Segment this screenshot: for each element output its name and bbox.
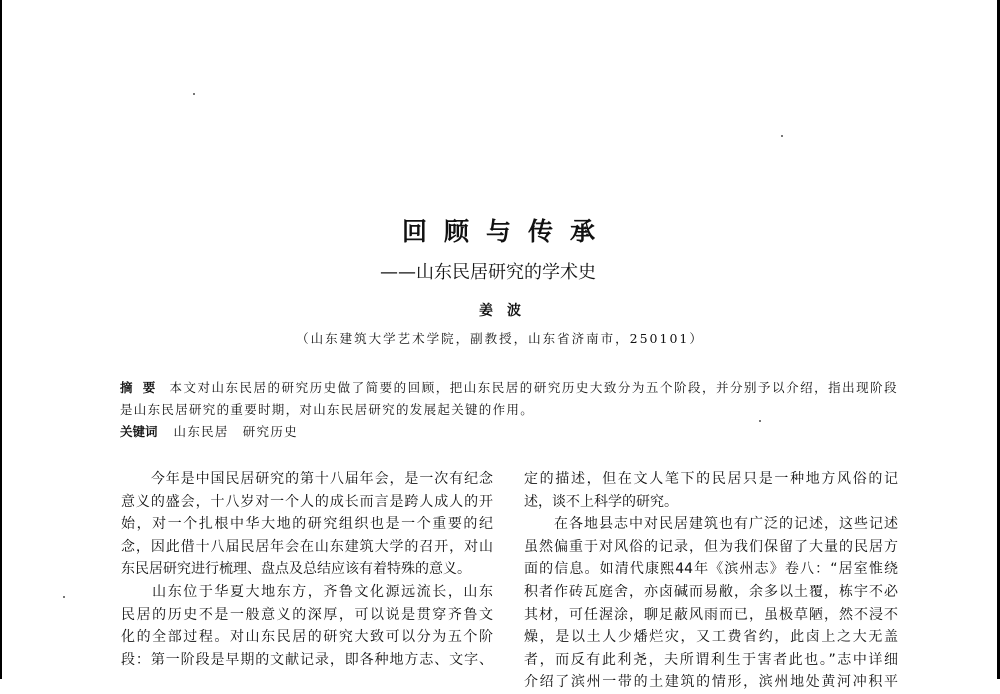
scan-speck [63, 596, 65, 598]
author-name: 姜波 [479, 303, 535, 319]
abstract-text: 本文对山东民居的研究历史做了简要的回顾，把山东民居的研究历史大致分为五个阶段，并分别予以介绍，指出现阶段是山东民居研究的重要时期，对山东民居研究的发展起关键的作用。 [120, 380, 898, 417]
keyword: 山东民居 [173, 424, 229, 439]
body-line: 虽然偏重于对风俗的记录，但为我们保留了大量的民居方 [524, 538, 898, 555]
article-title: 回顾与传承 [401, 217, 612, 246]
body-line: 意义的盛会，十八岁对一个人的成长而言是跨人成人的开 [121, 493, 493, 510]
body-line: 面的信息。如清代康熙44年《滨州志》卷八：“居室惟绕 [524, 561, 898, 578]
keyword: 研究历史 [242, 424, 298, 439]
body-line: 在各地县志中对民居建筑也有广泛的记述，这些记述 [524, 516, 898, 533]
body-line: 段：第一阶段是早期的文献记录，即各种地方志、文字、 [121, 651, 493, 668]
body-line: 念，因此借十八届民居年会在山东建筑大学的召开，对山 [121, 538, 493, 555]
body-line: 东民居研究进行梳理、盘点及总结应该有着特殊的意义。 [121, 561, 471, 578]
body-line: 述，谈不上科学的研究。 [524, 493, 678, 510]
scan-speck [193, 93, 195, 95]
body-line: 今年是中国民居研究的第十八届年会，是一次有纪念 [121, 471, 493, 487]
body-right-column [524, 468, 898, 694]
body-line: 者，而反有此利尧，夫所谓利生于害者此也。”志中详细 [524, 651, 898, 668]
author-affiliation: （山东建筑大学艺术学院，副教授，山东省济南市，250101） [296, 331, 704, 346]
keywords [120, 421, 312, 443]
abstract-label: 摘要 [120, 380, 166, 395]
body-line: 民居的历史不是一般意义的深厚，可以说是贯穿齐鲁文 [121, 606, 493, 623]
body-line: 山东位于华夏大地东方，齐鲁文化源远流长，山东 [121, 583, 493, 600]
body-line: 燥，是以土人少燔烂灾，又工费省约，此卤上之大无盖 [524, 629, 898, 646]
body-line: 介绍了滨州一带的土建筑的情形，滨州地处黄河冲积平 [524, 674, 898, 691]
abstract [120, 377, 898, 421]
body-line: 定的描述，但在文人笔下的民居只是一种地方风俗的记 [524, 471, 898, 487]
body-line: 化的全部过程。对山东民居的研究大致可以分为五个阶 [121, 629, 493, 646]
body-left-column [121, 468, 493, 671]
keywords-label: 关键词 [120, 424, 158, 439]
body-line: 始，对一个扎根中华大地的研究组织也是一个重要的纪 [121, 516, 493, 533]
body-line: 积者作砖瓦庭舍，亦卤碱而易敝，余多以土覆，栋宇不必 [524, 583, 898, 600]
article-subtitle: ——山东民居研究的学术史 [380, 262, 596, 283]
body-line: 其材，可任渥涂，聊足蔽风雨而已，虽极草陋，然不浸不 [524, 606, 898, 623]
scan-speck [781, 135, 783, 137]
